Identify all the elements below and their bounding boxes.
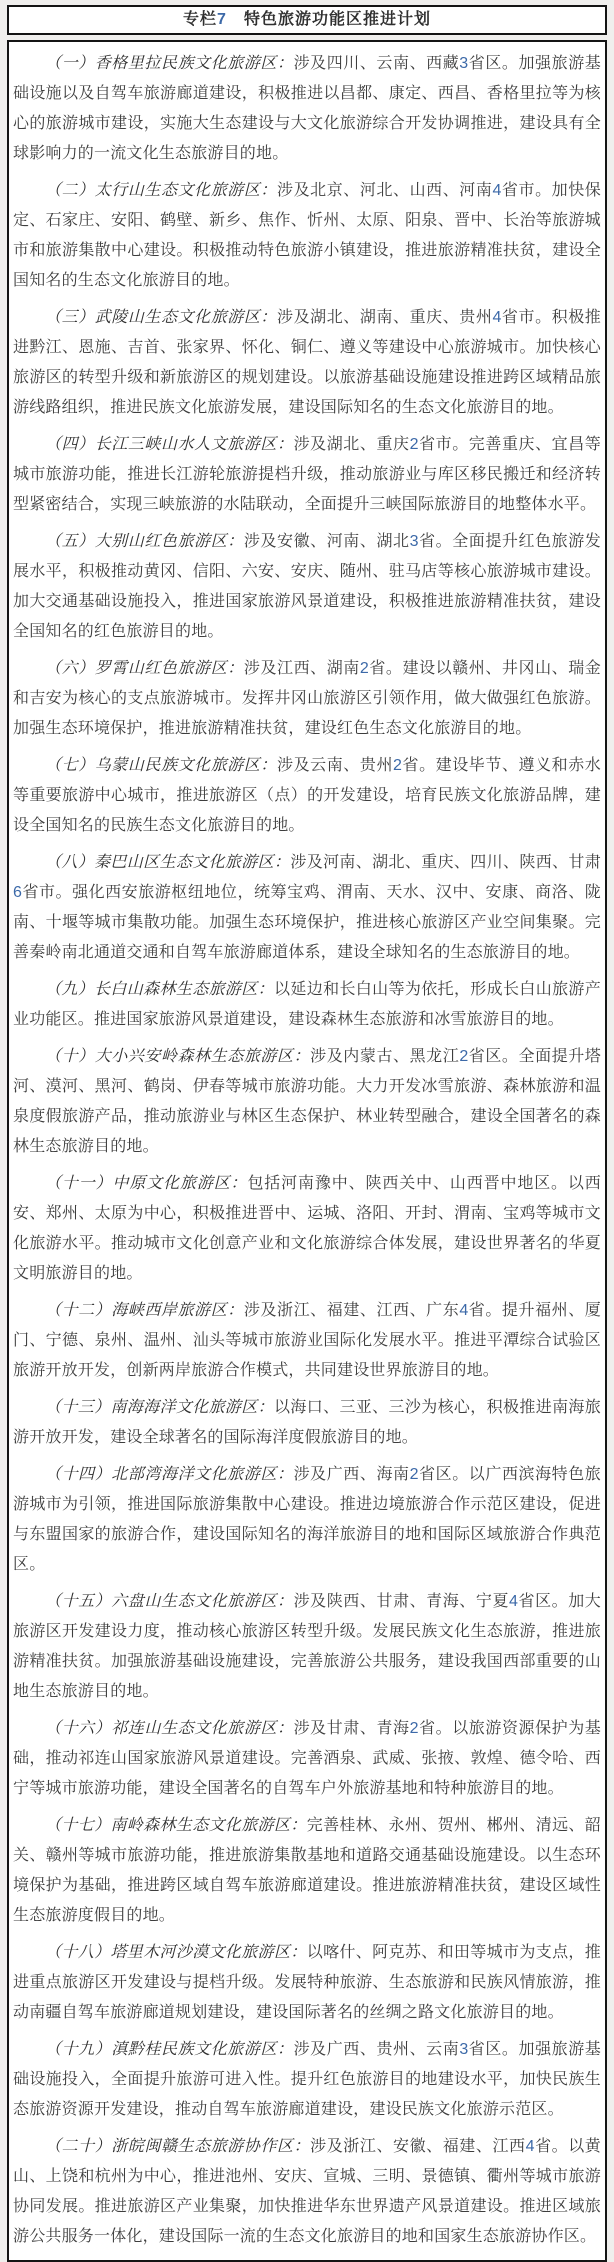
zone-number: （十三） (45, 1397, 111, 1416)
zone-name: 香格里拉民族文化旅游区： (94, 53, 294, 72)
zone-name: 长白山森林生态旅游区： (94, 979, 275, 998)
zone-description: 涉及内蒙古、黑龙江2省区。全面提升塔河、漠河、黑河、鹤岗、伊春等城市旅游功能。大力开发冰雪旅游、森林旅游和温泉度假旅游产品，推动旅游业与林区生态保护、林业转型融合，建设全国著名的森林生态旅游目的地。 (13, 1048, 601, 1155)
zone-number: （十八） (45, 1942, 111, 1961)
zone-name: 秦巴山区生态文化旅游区： (94, 852, 291, 871)
zone-number: （十二） (45, 1300, 112, 1319)
zone-description: 以海口、三亚、三沙为核心，积极推进南海旅游开放开发，建设全球著名的国际海洋度假旅游目的地。 (13, 1399, 601, 1446)
zone-name: 乌蒙山民族文化旅游区： (94, 755, 278, 774)
tourism-zone-paragraph (13, 1041, 601, 1162)
tourism-zone-paragraph (13, 526, 601, 647)
zone-number: （十七） (45, 1815, 111, 1834)
zone-name: 武陵山生态文化旅游区： (94, 307, 278, 326)
zone-number: （十一） (45, 1173, 113, 1192)
zone-number: （十五） (45, 1591, 112, 1610)
zone-description: 涉及浙江、安徽、福建、江西4省。以黄山、上饶和杭州为中心，推进池州、安庆、宣城、三明、景德镇、衢州等城市旅游协同发展。推进旅游区产业集聚，加快推进华东世界遗产风景道建设。推进区域旅游公共服务一体化，建设国际一流的生态文化旅游目的地和国家生态旅游协作区。 (13, 2138, 601, 2245)
tourism-zone-paragraph (13, 302, 601, 423)
zone-description: 涉及湖北、重庆2省市。完善重庆、宜昌等城市旅游功能，推进长江游轮旅游提档升级，推动旅游业与库区移民搬迁和经济转型紧密结合，实现三峡旅游的水陆联动，全面提升三峡国际旅游目的地整体水平。 (13, 436, 602, 513)
zone-description: 涉及湖北、湖南、重庆、贵州4省市。积极推进黔江、恩施、吉首、张家界、怀化、铜仁、遵义等建设中心旅游城市。加快核心旅游区的转型升级和新旅游区的规划建设。以旅游基础设施建设推进跨区域精品旅游线路组织，推进民族文化旅游发展，建设国际知名的生态文化旅游目的地。 (13, 309, 601, 416)
tourism-zone-paragraph (13, 1586, 601, 1707)
zone-description: 涉及河南、湖北、重庆、四川、陕西、甘肃6省市。强化西安旅游枢纽地位，统筹宝鸡、渭南、天水、汉中、安康、商洛、陇南、十堰等城市集散功能。加强生态环境保护，推进核心旅游区产业空间集聚。完善秦岭南北通道交通和自驾车旅游廊道体系，建设全球知名的生态旅游目的地。 (13, 854, 601, 961)
zone-name: 滇黔桂民族文化旅游区： (111, 2039, 294, 2058)
tourism-zone-paragraph (13, 1295, 601, 1386)
zone-description: 涉及安徽、河南、湖北3省。全面提升红色旅游发展水平，积极推动黄冈、信阳、六安、安庆、随州、驻马店等核心旅游城市建设。加大交通基础设施投入，推进国家旅游风景道建设，积极推进旅游精准扶贫，建设全国知名的红色旅游目的地。 (13, 533, 601, 640)
zone-name: 南岭森林生态文化旅游区： (110, 1815, 307, 1834)
zone-name: 北部湾海洋文化旅游区： (111, 1464, 294, 1483)
zone-description: 完善桂林、永州、贺州、郴州、清远、韶关、赣州等城市旅游功能，推进旅游集散基地和道路交通基础设施建设。以生态环境保护为基础，推进跨区域自驾车旅游廊道建设。推进旅游精准扶贫，建设区域性生态旅游度假目的地。 (13, 1817, 601, 1924)
zone-number: （十） (45, 1046, 95, 1065)
tourism-zone-paragraph (13, 974, 601, 1035)
zone-name: 罗霄山红色旅游区： (94, 658, 244, 677)
tourism-zone-paragraph (13, 1168, 601, 1289)
zone-number: （十四） (45, 1464, 112, 1483)
tourism-zone-paragraph (13, 1810, 601, 1931)
zone-number: （十六） (45, 1718, 112, 1737)
zone-description: 涉及广西、贵州、云南3省区。加强旅游基础设施投入，全面提升旅游可进入性。提升红色旅游目的地建设水平，加快民族生态旅游资源开发建设，推动自驾车旅游廊道建设，建设民族文化旅游示范区。 (13, 2041, 601, 2118)
zone-number: （二十） (45, 2136, 112, 2155)
panel-body (7, 40, 607, 2262)
zone-name: 海峡西岸旅游区： (111, 1300, 244, 1319)
tourism-zone-paragraph (13, 1459, 601, 1580)
panel-title: 专栏7 特色旅游功能区推进计划 (183, 11, 431, 28)
zone-number: （五） (45, 531, 95, 550)
zone-number: （七） (45, 755, 95, 774)
zone-description: 以喀什、阿克苏、和田等城市为支点，推进重点旅游区开发建设与提档升级。发展特种旅游、生态旅游和民族风情旅游，推动南疆自驾车旅游廊道规划建设，建设国际著名的丝绸之路文化旅游目的地。 (13, 1944, 601, 2021)
tourism-zone-paragraph (13, 2034, 601, 2125)
zone-number: （六） (45, 658, 95, 677)
zone-number: （二） (45, 180, 95, 199)
zone-name: 中原文化旅游区： (112, 1173, 248, 1192)
tourism-zone-paragraph (13, 48, 601, 169)
zone-description: 涉及四川、云南、西藏3省区。加强旅游基础设施以及自驾车旅游廊道建设，积极推进以昌都、康定、西昌、香格里拉等为核心的旅游城市建设，实施大生态建设与大文化旅游综合开发协调推进，建设具有全球影响力的一流文化生态旅游目的地。 (13, 55, 601, 162)
zone-name: 南海海洋文化旅游区： (110, 1397, 275, 1416)
panel-title-box (7, 5, 607, 35)
zone-number: （九） (45, 979, 95, 998)
tourism-zone-paragraph (13, 750, 601, 841)
zone-name: 太行山生态文化旅游区： (94, 180, 278, 199)
tourism-zone-paragraph (13, 175, 601, 296)
zone-number: （三） (45, 307, 95, 326)
zone-number: （十九） (45, 2039, 112, 2058)
zone-number: （八） (45, 852, 95, 871)
zone-name: 大小兴安岭森林生态旅游区： (94, 1046, 311, 1065)
zone-name: 浙皖闽赣生态旅游协作区： (111, 2136, 311, 2155)
zone-name: 塔里木河沙漠文化旅游区： (110, 1942, 307, 1961)
zone-description: 以延边和长白山等为依托，形成长白山旅游产业功能区。推进国家旅游风景道建设，建设森林生态旅游和冰雪旅游目的地。 (13, 981, 601, 1028)
zone-description: 涉及陕西、甘肃、青海、宁夏4省区。加大旅游区开发建设力度，推动核心旅游区转型升级。发展民族文化生态旅游，推进旅游精准扶贫。加强旅游基础设施建设，完善旅游公共服务，建设我国西部重要的山地生态旅游目的地。 (13, 1593, 601, 1700)
tourism-zone-paragraph (13, 653, 601, 744)
tourism-zone-paragraph (13, 1713, 601, 1804)
zone-description: 涉及浙江、福建、江西、广东4省。提升福州、厦门、宁德、泉州、温州、汕头等城市旅游业国际化发展水平。推进平潭综合试验区旅游开放开发，创新两岸旅游合作模式，共同建设世界旅游目的地。 (13, 1302, 601, 1379)
zone-description: 涉及江西、湖南2省。建设以赣州、井冈山、瑞金和吉安为核心的支点旅游城市。发挥井冈山旅游区引领作用，做大做强红色旅游。加强生态环境保护，推进旅游精准扶贫，建设红色生态文化旅游目的地。 (13, 660, 601, 737)
zone-number: （四） (45, 434, 95, 453)
tourism-zone-paragraph (13, 1937, 601, 2028)
tourism-zone-paragraph (13, 847, 601, 968)
zone-number: （一） (45, 53, 95, 72)
zone-description: 涉及云南、贵州2省。建设毕节、遵义和赤水等重要旅游中心城市，推进旅游区（点）的开发建设，培育民族文化旅游品牌，建设全国知名的民族生态文化旅游目的地。 (13, 757, 602, 834)
zone-name: 六盘山生态文化旅游区： (111, 1591, 294, 1610)
zone-description: 涉及广西、海南2省区。以广西滨海特色旅游城市为引领，推进国际旅游集散中心建设。推进边境旅游合作示范区建设，促进与东盟国家的旅游合作，建设国际知名的海洋旅游目的地和国际区域旅游合作典范区。 (13, 1466, 602, 1573)
zone-description: 包括河南豫中、陕西关中、山西晋中地区。以西安、郑州、太原为中心，积极推进晋中、运城、洛阳、开封、渭南、宝鸡等城市文化旅游水平。推动城市文化创意产业和文化旅游综合体发展，建设世界著名的华夏文明旅游目的地。 (13, 1175, 601, 1282)
tourism-zone-paragraph (13, 1392, 601, 1453)
zone-name: 大别山红色旅游区： (94, 531, 244, 550)
zone-description: 涉及北京、河北、山西、河南4省市。加快保定、石家庄、安阳、鹤壁、新乡、焦作、忻州、太原、阳泉、晋中、长治等旅游城市和旅游集散中心建设。积极推动特色旅游小镇建设，推进旅游精准扶贫，建设全国知名的生态文化旅游目的地。 (13, 182, 601, 289)
zone-name: 长江三峡山水人文旅游区： (94, 434, 294, 453)
tourism-zone-paragraph (13, 429, 601, 520)
zone-description: 涉及甘肃、青海2省。以旅游资源保护为基础，推动祁连山国家旅游风景道建设。完善酒泉、武威、张掖、敦煌、德令哈、西宁等城市旅游功能，建设全国著名的自驾车户外旅游基地和特种旅游目的地。 (13, 1720, 602, 1797)
tourism-zone-paragraph (13, 2131, 601, 2252)
zone-name: 祁连山生态文化旅游区： (111, 1718, 294, 1737)
